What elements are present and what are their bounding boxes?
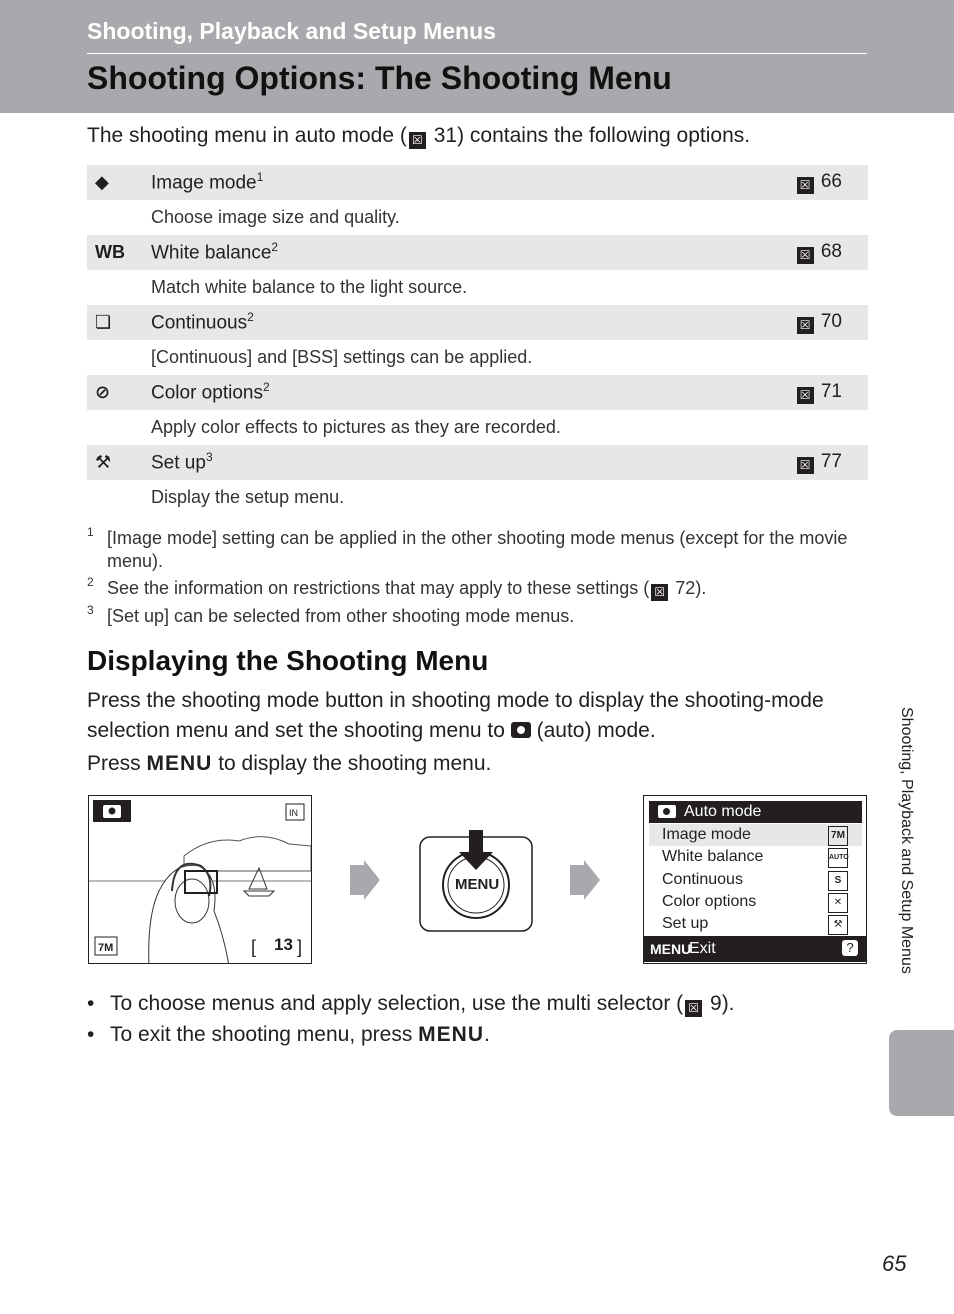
menu-word: MENU xyxy=(650,941,692,957)
paragraph-2: Press MENU to display the shooting menu. xyxy=(87,752,492,775)
option-desc-row xyxy=(87,410,868,445)
camera-icon xyxy=(658,805,676,818)
option-name: Image mode$^1$ xyxy=(151,170,264,194)
menu-word: MENU xyxy=(146,752,213,775)
options-table xyxy=(87,165,868,515)
menu-button-label: MENU xyxy=(455,876,500,893)
menu-item-color-options[interactable]: Color options ✕ xyxy=(649,891,862,913)
menu-item-white-balance[interactable]: White balance AUTO xyxy=(649,846,862,868)
menu-item-setup[interactable]: Set up ⚒ xyxy=(649,913,862,935)
menu-screen-title: Auto mode xyxy=(649,801,862,823)
footnote-ref[interactable]: 72 xyxy=(675,578,696,598)
white-balance-icon: AUTO xyxy=(828,848,848,868)
option-page-ref[interactable]: ☒ 70 xyxy=(795,311,842,334)
setup-wrench-icon: ⚒ xyxy=(828,915,848,935)
intro-ref[interactable]: 31 xyxy=(433,124,458,147)
option-desc: Choose image size and quality. xyxy=(151,207,400,227)
continuous-icon: S xyxy=(828,871,848,891)
menu-word: MENU xyxy=(418,1023,485,1046)
menu-item-continuous[interactable]: Continuous S xyxy=(649,869,862,891)
image-mode-icon: ◆ xyxy=(95,172,109,192)
help-icon[interactable]: ? xyxy=(842,940,858,956)
option-name: White balance$^2$ xyxy=(151,240,279,264)
option-page-ref[interactable]: ☒ 68 xyxy=(795,241,842,264)
option-row-color-options xyxy=(87,375,868,410)
option-row-image-mode xyxy=(87,165,868,200)
bullet-item: • To exit the shooting menu, press MENU. xyxy=(87,1019,735,1050)
footnote: 2 See the information on restrictions that may apply to these settings ( ☒ 72). xyxy=(87,575,707,599)
intro-text xyxy=(87,124,750,149)
menu-item-image-mode[interactable]: Image mode 7M xyxy=(649,824,862,846)
camera-lcd-illustration xyxy=(88,795,312,964)
intro-after: ) contains the following options. xyxy=(457,124,751,147)
right-arrow-icon xyxy=(570,860,600,900)
header-rule xyxy=(87,53,867,54)
page-title: Shooting Options: The Shooting Menu xyxy=(87,60,672,96)
svg-text:IN: IN xyxy=(289,808,298,818)
page-ref-icon: ☒ xyxy=(797,457,814,474)
exit-label[interactable]: Exit xyxy=(689,940,716,957)
option-row-white-balance xyxy=(87,235,868,270)
image-mode-icon: 7M xyxy=(828,826,848,846)
option-row-setup xyxy=(87,445,868,480)
page-ref-icon: ☒ xyxy=(797,317,814,334)
option-name: Continuous$^2$ xyxy=(151,310,254,334)
option-name: Color options$^2$ xyxy=(151,380,270,404)
camera-icon xyxy=(511,722,531,738)
option-desc-row xyxy=(87,200,868,235)
page-ref-icon: ☒ xyxy=(409,132,426,149)
option-desc: Match white balance to the light source. xyxy=(151,277,468,297)
footnote: 3 [Set up] can be selected from other shooting mode menus. xyxy=(87,603,575,626)
page-ref-icon: ☒ xyxy=(797,387,814,404)
page-ref-icon: ☒ xyxy=(651,584,668,601)
option-page-ref[interactable]: ☒ 77 xyxy=(795,451,842,474)
setup-wrench-icon: ⚒ xyxy=(95,452,112,472)
section-title: Shooting, Playback and Setup Menus xyxy=(87,18,496,44)
paragraph-1: Press the shooting mode button in shooting mode to display the shooting-mode selection menu and set the shooting menu to (auto) mode. xyxy=(87,689,824,742)
option-desc-row xyxy=(87,480,868,515)
option-desc-row xyxy=(87,340,868,375)
option-desc: [Continuous] and [BSS] settings can be applied. xyxy=(151,347,533,367)
header-band xyxy=(0,0,954,113)
shooting-menu-screen xyxy=(643,795,867,964)
side-section-label: Shooting, Playback and Setup Menus xyxy=(898,707,915,974)
svg-text:]: ] xyxy=(297,937,303,957)
page-number: 65 xyxy=(882,1251,907,1276)
right-arrow-icon xyxy=(350,860,380,900)
option-desc: Display the setup menu. xyxy=(151,487,345,507)
option-page-ref[interactable]: ☒ 66 xyxy=(795,171,842,194)
bullet-list xyxy=(87,988,735,1050)
bullet-item: • To choose menus and apply selection, use the multi selector ( ☒ 9). xyxy=(87,988,735,1019)
svg-text:7M: 7M xyxy=(98,942,114,954)
footnote: 1 [Image mode] setting can be applied in the other shooting mode menus (except for the movie menu). xyxy=(87,525,848,571)
color-options-icon: ✕ xyxy=(828,893,848,913)
menu-button-illustration xyxy=(419,830,534,939)
option-name: Set $up^3$ xyxy=(151,450,213,474)
page-ref-icon: ☒ xyxy=(797,177,814,194)
menu-screen-footer xyxy=(644,936,866,962)
white-balance-icon: WB xyxy=(95,242,125,262)
side-tab xyxy=(889,1030,954,1116)
page-ref-icon: ☒ xyxy=(685,1000,702,1017)
bullet-ref[interactable]: 9 xyxy=(710,992,722,1015)
svg-text:[: [ xyxy=(251,937,257,957)
option-desc-row xyxy=(87,270,868,305)
color-options-icon: ⊘ xyxy=(95,382,111,402)
footnotes xyxy=(87,527,867,632)
page-ref-icon: ☒ xyxy=(797,247,814,264)
option-desc: Apply color effects to pictures as they are recorded. xyxy=(151,417,561,437)
frame-counter: 13 xyxy=(274,935,293,954)
section-heading: Displaying the Shooting Menu xyxy=(87,645,489,676)
continuous-icon: ❏ xyxy=(95,312,112,332)
option-row-continuous xyxy=(87,305,868,340)
option-page-ref[interactable]: ☒ 71 xyxy=(795,381,842,404)
intro-before: The shooting menu in auto mode ( xyxy=(87,124,407,147)
